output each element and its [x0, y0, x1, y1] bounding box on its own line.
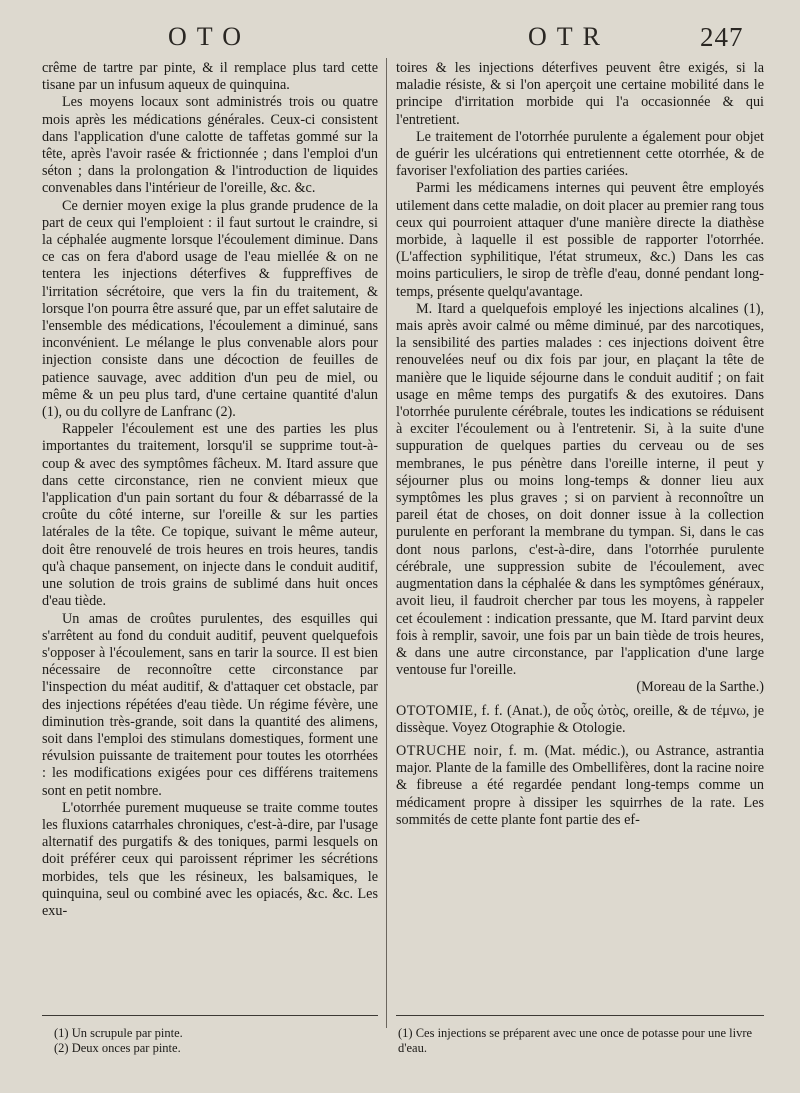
paragraph: Un amas de croûtes purulentes, des esquilles qui s'arrêtent au fond du conduit auditif, peuvent quelquefois s'opposer à l'écoulement, sans en tarir la source. Il est bien nécessaire de reconnoître cette circonstance par l'inspection du méat auditif, & d'attaquer cet obstacle, par des injections répétées d'eau tiède. Un régime févère, une diminution très-grande, soit dans la quantité des alimens, soit dans l'emploi des stimulans domestiques, forment une révulsion puissante de traitement pour toutes les otorrhées : les modifications exigées pour ces différens traitemens sont en petit nombre.: [42, 610, 378, 799]
dictionary-entry: [396, 743, 764, 829]
footnote: (1) Ces injections se préparent avec une once de potasse pour une livre d'eau.: [398, 1026, 753, 1055]
footnote-rule: [396, 1015, 764, 1016]
entry-headword: OTOTOMIE: [396, 702, 474, 719]
footnotes-left: [54, 1026, 374, 1056]
paragraph: Le traitement de l'otorrhée purulente a également pour objet de guérir les ulcérations qui entretiennent cette otorrhée, & de favoriser l'exfoliation des parties cariées.: [396, 128, 764, 180]
right-column: [396, 60, 764, 829]
running-head-left: OTO: [168, 22, 251, 51]
entry-text: , f. m. (Mat. médic.), ou Astrance, astrantia major. Plante de la famille des Ombellifères, dont la racine noire & fibreuse a été regardée pendant long-temps comme un médicament propre à dissiper les squirrhes de la rate. Les sommités de cette plante font partie des ef-: [396, 742, 764, 828]
paragraph: L'otorrhée purement muqueuse se traite comme toutes les fluxions catarrhales chroniques, c'est-à-dire, par l'usage alternatif des purgatifs & des toniques, parmi lesquels on doit préférer ceux qui paroissent réprimer les sécrétions morbides, tels que les résineux, les balsamiques, le quinquina, seul ou combiné avec les opiacés, &c. &c. Les exu-: [42, 799, 378, 919]
paragraph: Parmi les médicamens internes qui peuvent être employés utilement dans cette maladie, on doit placer au premier rang tous ceux qui pourroient attaquer d'une manière directe la diathèse morbide, à laquelle il est possible de rapporter l'otorrhée. (L'affection syphilitique, l'état strumeux, &c.) Dans les cas moins particuliers, le sirop de trèfle d'eau, donné pendant long-temps, présente quelqu'avantage.: [396, 180, 764, 300]
footnote-rule: [42, 1015, 378, 1016]
footnote: (2) Deux onces par pinte.: [54, 1041, 181, 1055]
column-divider: [386, 58, 387, 1028]
author-signature: (Moreau de la Sarthe.): [636, 679, 764, 696]
paragraph: Rappeler l'écoulement est une des parties les plus importantes du traitement, lorsqu'il se supprime tout-à-coup & avec des symptômes fâcheux. M. Itard assure que dans cette circonstance, rien ne convient mieux que l'application d'un pain sortant du four & débarrassé de la croûte du côté interne, sur l'oreille & sur les parties latérales de la tête. Ce topique, suivant le même auteur, doit être renouvelé de trois heures en trois heures, tandis qu'à chaque pansement, on injecte dans le conduit auditif, une solution de trois grains de sublimé dans huit onces d'eau tiède.: [42, 421, 378, 610]
paragraph: toires & les injections déterfives peuvent être exigés, si la maladie résiste, & si l'on aperçoit une certaine mobilité dans le principe d'irritation morbide qui l'a occasionnée & qui l'entretient.: [396, 60, 764, 128]
page-number: 247: [700, 22, 744, 52]
footnotes-right: [398, 1026, 764, 1056]
entry-headword: OTRUCHE noir: [396, 742, 499, 759]
running-head-center: OTR: [528, 22, 610, 51]
paragraph: Les moyens locaux sont administrés trois ou quatre mois après les médications générales. Ceux-ci consistent dans l'application d'une calotte de taffetas gommé sur la tête, après l'avoir rasée & frictionnée ; dans l'emploi d'un séton ; dans la prolongation & l'introduction de liquides convenables dans l'intérieur de l'oreille, &c. &c.: [42, 94, 378, 197]
entry-text: , f. f. (Anat.), de οὖς ὠτὸς, oreille, & de τέμνω, je dissèque. Voyez Otographie & Otologie.: [396, 702, 764, 736]
paragraph: M. Itard a quelquefois employé les injections alcalines (1), mais après avoir calmé ou même diminué, par des narcotiques, la sensibilité des parties malades : ces injections doivent être renouvelées neuf ou dix fois par jour, en plaçant la tête de manière que le liquide séjourne dans le conduit auditif ; on fait usage en même temps des purgatifs & des exutoires. Dans l'otorrhée purulente cérébrale, toutes les indications se réduisent à exciter l'écoulement ou à l'entretenir. Si, à la suite d'une suppuration de quelques parties du cerveau ou de ses membranes, le pus pénètre dans l'oreille interne, il peut y séjourner plus ou moins long-temps & donner lieu aux symptômes les plus graves ; si on parvient à reconnoître un pareil état de choses, on doit donner issue à la collection purulente en perforant la membrane du tympan. Si, dans le cas dont nous parlons, c'est-à-dire, dans l'otorrhée purulente cérébrale, une suppression subite de l'écoulement, avec augmentation dans la céphalée & dans les symptômes généraux, avoit lieu, il faudroit chercher par tous les moyens, à rappeler cet écoulement : indication pressante, que M. Itard parvint deux fois à remplir, savoir, une fois par un bain tiède de trois heures, & dans une autre circonstance, par l'application d'une large ventouse fur l'oreille.: [396, 300, 764, 679]
left-column: [42, 60, 378, 920]
paragraph: crême de tartre par pinte, & il remplace plus tard cette tisane par un infusum aqueux de quinquina.: [42, 60, 378, 94]
dictionary-entry: [396, 703, 764, 737]
footnote: (1) Un scrupule par pinte.: [54, 1026, 183, 1040]
paragraph: Ce dernier moyen exige la plus grande prudence de la part de ceux qui l'emploient : il faut surtout le craindre, si la céphalée augmente lorsque l'écoulement diminue. Dans ce cas on fera d'abord usage de l'eau miellée & on ne tentera les injections déterfives & fuppreffives de l'irritation sécrétoire, que vers la fin du traitement, & lorsque l'on pourra être assuré que, par un effet salutaire de l'ensemble des médications, l'écoulement a diminué, sans inconvénient. Le mélange le plus convenable alors pour injection consiste dans une décoction de feuilles de patience sauvage, avec addition d'un peu de miel, ou même & un peu plus tard, d'une certaine quantité d'alun (1), ou du collyre de Lanfranc (2).: [42, 197, 378, 421]
